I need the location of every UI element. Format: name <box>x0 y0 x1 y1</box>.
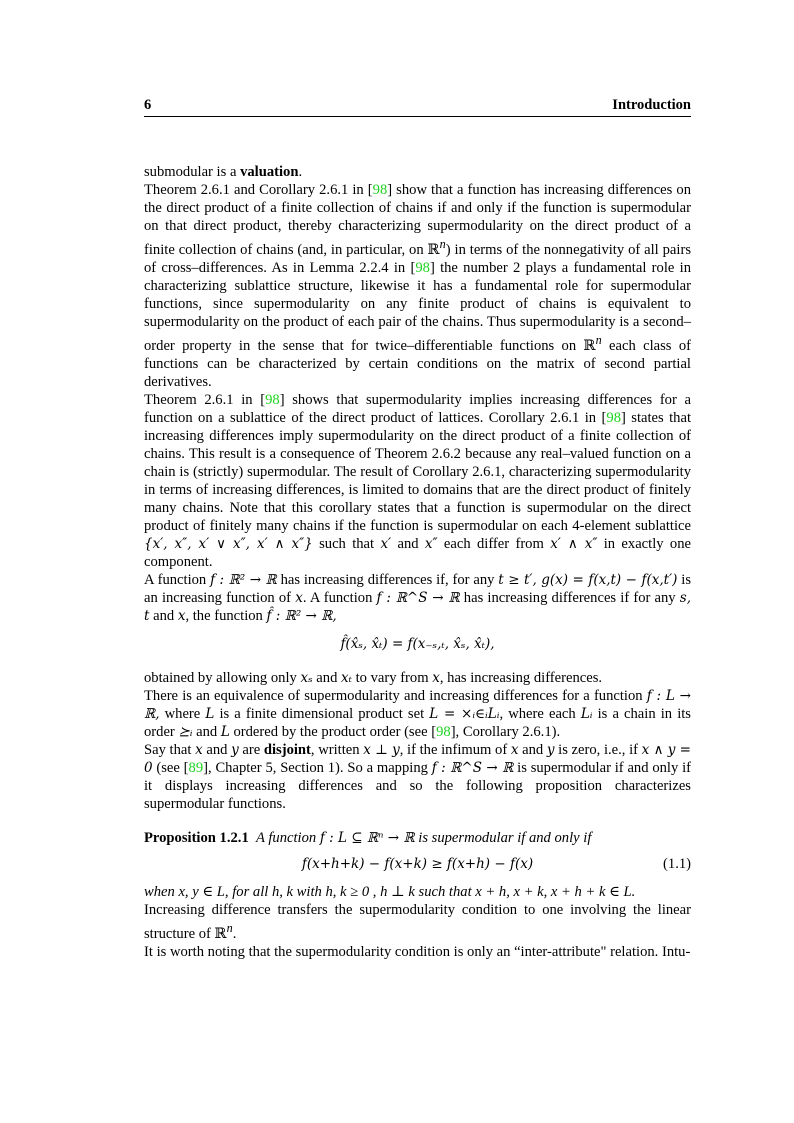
equation-1-1: f(x+h+k) − f(x+k) ≥ f(x+h) − f(x) (1.1) <box>301 855 691 872</box>
paragraph-1: submodular is a valuation. <box>144 164 303 180</box>
paragraph-2: Theorem 2.6.1 and Corollary 2.6.1 in [98] show that a function has increasing differences on the direct product of a finite collection of chains if and only if the function is supermodular on that direct product, thereby characterizing supermodularity on the direct product of a finite collection of chains (and, in particular, on ℝ$^n$) in terms of the nonnegativity of all pairs of cross–differences. As in Lemma 2.2.4 in [98] the number 2 plays a fundamental role in characterizing sublattice structure, likewise it has a fundamental role for supermodular functions, since supermodularity on any finite product of chains is equivalent to supermodularity on the product of each pair of the chains. Thus supermodularity is a second–order property in the sense that for twice–differentiable functions on ℝ$^n$ each class of functions can be characterized by certain conditions on the matrix of second partial derivatives. <box>144 182 691 390</box>
citation-89[interactable]: 89 <box>188 759 204 776</box>
running-head <box>144 96 691 117</box>
proposition-condition: when x, y ∈ L, for all h, k with h, k ≥ 0 , h ⊥ k such that x + h, x + k, x + h + k ∈ L. <box>144 883 636 900</box>
equation-number: (1.1) <box>663 855 691 872</box>
term-valuation: valuation <box>240 164 299 180</box>
term-disjoint: disjoint <box>263 741 311 758</box>
citation-98[interactable]: 98 <box>606 409 621 426</box>
paragraph-8: Increasing difference transfers the supermodularity condition to one involving the linear structure of ℝ$^n$. <box>144 901 691 942</box>
citation-98[interactable]: 98 <box>415 259 430 276</box>
chapter-title: Introduction <box>612 97 691 113</box>
paragraph-3: Theorem 2.6.1 in [98] shows that supermodularity implies increasing differences for a function on a sublattice of the direct product of lattices. Corollary 2.6.1 in [98] states that increasing differences imply supermodularity on the direct product of a finite collection of chains. This result is a consequence of Theorem 2.6.2 because any real–valued function on a chain is (strictly) supermodular. The result of Corollary 2.6.1, characterizing supermodularity in terms of increasing differences, is limited to domains that are the direct product of finitely many chains. Note that this corollary states that a function is supermodular on the direct product of finitely many chains if the function is supermodular on each 4-element sublattice {x′, x″, x′ ∨ x″, x′ ∧ x″} such that x′ and x″ each differ from x′ ∧ x″ in exactly one component. <box>144 391 691 570</box>
paragraph-6: There is an equivalence of supermodularity and increasing differences for a function f : L → ℝ, where L is a finite dimensional product set L = ×ᵢ∈ᵢLᵢ, where each Lᵢ is a chain in its order ⪰ᵢ and L ordered by the product order (see [98], Corollary 2.6.1). <box>144 687 691 740</box>
page-number: 6 <box>144 97 152 113</box>
paragraph-9: It is worth noting that the supermodularity condition is only an “inter-attribute" relation. Intu- <box>144 943 691 960</box>
paragraph-5: obtained by allowing only xₛ and xₜ to vary from x, has increasing differences. <box>144 669 603 686</box>
citation-98[interactable]: 98 <box>372 182 388 198</box>
citation-98[interactable]: 98 <box>265 391 280 408</box>
paragraph-7: Say that x and y are disjoint, written x ⊥ y, if the infimum of x and y is zero, i.e., if x ∧ y = 0 (see [89], Chapter 5, Section 1). So a mapping f : ℝ^S → ℝ is supermodular if and only if it displays increasing differences and so the following proposition characterizes supermodular functions. <box>144 741 691 812</box>
citation-98[interactable]: 98 <box>436 723 451 740</box>
proposition-block: Proposition 1.2.1 A function f : L ⊆ ℝⁿ → ℝ is supermodular if and only if f(x+h+k) − f(x+k) ≥ f(x+h) − f(x) (1.1) when x, y ∈ L, for all h, k with h, k ≥ 0 , h ⊥ k such that x + h, x + k, x + h + k ∈ L. <box>144 829 691 900</box>
math-set: {x′, x″, x′ ∨ x″, x′ ∧ x″} <box>144 535 313 552</box>
proposition-label: Proposition 1.2.1 <box>144 829 249 846</box>
paragraph-4: A function f : ℝ² → ℝ has increasing differences if, for any t ≥ t′, g(x) = f(x,t) − f(x,t′) is an increasing function of x. A function f : ℝ^S → ℝ has increasing differences if for any s, t and x, the function f̂ : ℝ² → ℝ, <box>144 571 692 624</box>
body-text <box>144 163 691 961</box>
display-equation: f̂(x̂ₛ, x̂ₜ) = f(x₋ₛ,ₜ, x̂ₛ, x̂ₜ), <box>340 635 495 652</box>
